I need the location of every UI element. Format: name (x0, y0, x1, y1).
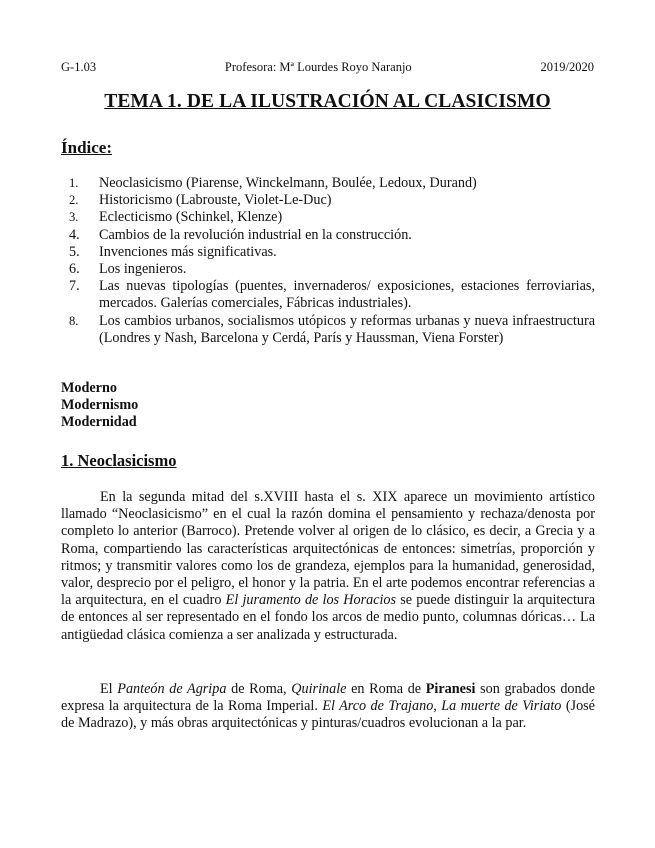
toc-item (61, 209, 595, 226)
toc-item (61, 244, 595, 261)
academic-year: 2019/2020 (540, 60, 594, 74)
toc-item (61, 313, 595, 347)
paragraph-text: en Roma de (346, 681, 426, 697)
term-moderno: Moderno (61, 380, 117, 396)
table-of-contents (61, 175, 595, 347)
toc-item (61, 227, 595, 244)
paragraph-text: En la segunda mitad del s.XVIII hasta el s. XIX aparece un movimiento artístico llamado “Neoclasicismo” en el cual la razón domina el pensamiento y rechaza/denosta por completo lo anterior (Barroco). Pretende volver al origen de lo clásico, es decir, a Grecia y a Roma, compartiendo las características arquitectónicas de entonces: simetrías, proporción y ritmos; y transmitir valores como los de grandeza, ejemplos para la humanidad, generosidad, valor, desprecio por el peligro, el honor y la patria. En el arte podemos encontrar referencias a la arquitectura, en el cuadro (61, 489, 595, 609)
toc-text: Invenciones más significativas. (99, 243, 277, 260)
paragraph-text: de Roma, (226, 681, 292, 697)
document-title: TEMA 1. DE LA ILUSTRACIÓN AL CLASICISMO (104, 91, 551, 112)
work-title: Quirinale (291, 681, 347, 697)
artist-name: Piranesi (425, 681, 476, 697)
page-header (61, 60, 594, 75)
work-title: El Arco de Trajano, La muerte de Viriato (322, 698, 562, 715)
toc-text: Neoclasicismo (Piarense, Winckelmann, Boulée, Ledoux, Durand) (99, 175, 477, 191)
toc-text: Las nuevas tipologías (puentes, invernaderos/ exposiciones, estaciones ferroviarias, mercados. Galerías comerciales, Fábricas industriales). (99, 278, 595, 312)
toc-number: 4. (69, 226, 80, 243)
toc-number: 8. (69, 313, 79, 328)
paragraph-1 (61, 489, 595, 644)
paragraph-text: El (100, 681, 118, 697)
toc-text: Los ingenieros. (99, 261, 187, 278)
paragraph-2 (61, 681, 595, 733)
toc-item (61, 175, 595, 192)
toc-item (61, 192, 595, 209)
index-heading: Índice: (61, 138, 112, 157)
term-modernismo: Modernismo (61, 397, 139, 413)
toc-number: 6. (69, 261, 80, 278)
paragraph-text: (José de Madrazo), y más obras arquitectónicas y pinturas/cuadros evolucionan a la par. (61, 698, 595, 732)
course-code: G-1.03 (61, 60, 97, 74)
toc-text: Historicismo (Labrouste, Violet-Le-Duc) (99, 192, 332, 209)
toc-item (61, 261, 595, 278)
work-title: Panteón de Agripa (117, 681, 227, 697)
toc-number: 1. (69, 176, 79, 190)
section-heading: 1. Neoclasicismo (61, 451, 177, 470)
toc-text: Cambios de la revolución industrial en la construcción. (99, 226, 412, 243)
teacher-name: Profesora: Mª Lourdes Royo Naranjo (224, 60, 412, 74)
toc-number: 3. (69, 210, 79, 225)
term-modernidad: Modernidad (61, 414, 137, 430)
toc-item (61, 278, 595, 312)
toc-text: Eclecticismo (Schinkel, Klenze) (99, 209, 283, 226)
paragraph-text: se puede distinguir la arquitectura de entonces al ser representado en el fondo los arcos de medio punto, columnas dóricas… La antigüedad clásica comienza a ser analizada y estructurada. (61, 592, 596, 643)
terms-list (61, 380, 138, 431)
toc-text: Los cambios urbanos, socialismos utópicos y reformas urbanas y nueva infraestructura (Londres y Nash, Barcelona y Cerdá, París y Haussman, Viena Forster) (99, 312, 595, 346)
toc-number: 5. (69, 243, 80, 260)
paragraph-text: son grabados donde expresa la arquitectura de la Roma Imperial. (61, 681, 596, 715)
toc-number: 2. (69, 193, 79, 208)
painting-title: El juramento de los Horacios (225, 592, 397, 609)
toc-number: 7. (69, 278, 80, 295)
